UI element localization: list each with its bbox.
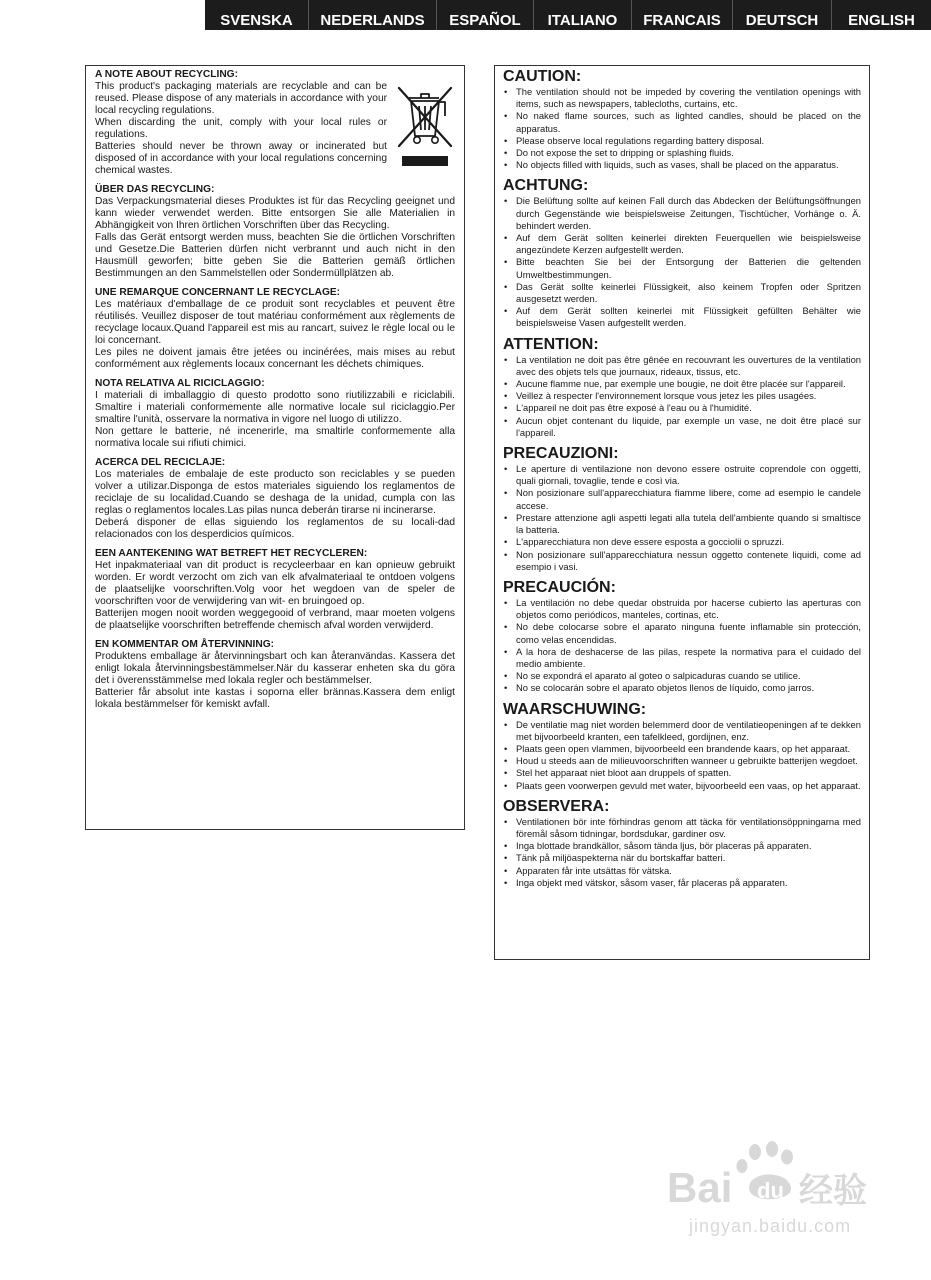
recycling-section-title: UNE REMARQUE CONCERNANT LE RECYCLAGE: bbox=[95, 287, 341, 298]
caution-item-text: Das Gerät sollte keinerlei Flüssigkeit, also keinem Tropfen oder Spritzen ausgesetzt werden. bbox=[516, 280, 861, 305]
recycling-paragraph: Les matériaux d'emballage de ce produit sont recyclables et peuvent être réutilisés. Veuillez disposer de tout matériau conformément aux règlements de recyclage locaux.Quand l'appareil est mis au rancart, suivez le règle local ou le loi concernant. bbox=[95, 299, 455, 346]
bullet-icon: • bbox=[504, 767, 508, 779]
bullet-icon: • bbox=[504, 682, 508, 694]
caution-item bbox=[503, 232, 861, 256]
caution-item-text: La ventilación no debe quedar obstruida por hacerse cubierto las aperturas con objetos como periódicos, manteles, cortinas, etc. bbox=[516, 596, 861, 621]
bullet-icon: • bbox=[504, 378, 508, 390]
caution-item-text: Plaats geen open vlammen, bijvoorbeeld een brandende kaars, op het apparaat. bbox=[516, 742, 851, 754]
caution-notes-box bbox=[494, 65, 870, 960]
lang-tab-espanol[interactable]: ESPAÑOL bbox=[436, 0, 533, 30]
caution-list bbox=[503, 816, 861, 889]
caution-item-text: No objects filled with liquids, such as vases, shall be placed on the apparatus. bbox=[516, 159, 839, 171]
caution-item bbox=[503, 512, 861, 536]
caution-list bbox=[503, 86, 861, 171]
caution-item bbox=[503, 852, 861, 864]
caution-section-title: PRECAUCIÓN: bbox=[503, 578, 616, 596]
bullet-icon: • bbox=[504, 815, 508, 827]
recycling-paragraph: Falls das Gerät entsorgt werden muss, beachten Sie die örtlichen Vorschriften und Gesetze.Die Batterien dürfen nicht verbrannt und auch nicht in den Hausmüll geworfen; bitte geben Sie die Batterien gemäß örtlichen Bestimmungen an den Sammelstellen oder Sondermüllplätzen ab. bbox=[95, 232, 455, 279]
bullet-icon: • bbox=[504, 548, 508, 560]
recycling-section-title: EEN AANTEKENING WAT BETREFT HET RECYCLEREN: bbox=[95, 548, 368, 559]
caution-section-attention bbox=[503, 336, 861, 439]
caution-section-precauzioni bbox=[503, 445, 861, 573]
caution-item bbox=[503, 256, 861, 280]
caution-item bbox=[503, 86, 861, 110]
lang-tab-nederlands[interactable]: NEDERLANDS bbox=[308, 0, 436, 30]
recycling-section bbox=[95, 184, 455, 280]
caution-item bbox=[503, 865, 861, 877]
caution-item bbox=[503, 816, 861, 840]
caution-section-observera bbox=[503, 798, 861, 889]
bullet-icon: • bbox=[504, 402, 508, 414]
caution-item bbox=[503, 743, 861, 755]
caution-list bbox=[503, 354, 861, 439]
caution-item-text: Inga blottade brandkällor, såsom tända ljus, bör placeras på apparaten. bbox=[516, 840, 812, 852]
lang-tab-svenska[interactable]: SVENSKA bbox=[220, 12, 293, 29]
watermark-brand-cjk: 经验 bbox=[799, 1171, 867, 1211]
bullet-icon: • bbox=[504, 147, 508, 159]
watermark-url: jingyan.baidu.com bbox=[689, 1216, 852, 1236]
caution-item bbox=[503, 840, 861, 852]
bullet-icon: • bbox=[504, 596, 508, 608]
recycling-section-title: ÜBER DAS RECYCLING: bbox=[95, 184, 215, 195]
caution-list bbox=[503, 597, 861, 695]
recycling-paragraph: Het inpakmateriaal van dit product is recycleerbaar en kan opnieuw gebruikt worden. Er wordt verzocht om zich van elk afvalmateriaal te ontdoen volgens de plaatselijke voorschriften.Volg voor het wegdoen van de speler de voorschriften voor de verwijdering van wit- en bruingoed op. bbox=[95, 560, 455, 607]
bullet-icon: • bbox=[504, 718, 508, 730]
bullet-icon: • bbox=[504, 755, 508, 767]
bullet-icon: • bbox=[504, 621, 508, 633]
caution-item-text: A la hora de deshacerse de las pilas, respete la normativa para el cuidado del medio ambiente. bbox=[516, 645, 861, 669]
caution-item bbox=[503, 621, 861, 645]
recycling-paragraph: This product's packaging materials are recyclable and can be reused. Please dispose of any materials in accordance with your local recycling regulations. bbox=[95, 81, 387, 116]
bullet-icon: • bbox=[504, 742, 508, 754]
caution-item bbox=[503, 390, 861, 402]
recycling-section-title: A NOTE ABOUT RECYCLING: bbox=[95, 69, 238, 80]
caution-item-text: Stel het apparaat niet bloot aan druppels of spatten. bbox=[516, 767, 732, 779]
caution-item-text: Le aperture di ventilazione non devono essere ostruite coprendole con oggetti, quali giornali, tovaglie, tende e così via. bbox=[516, 463, 861, 487]
recycling-section-title: EN KOMMENTAR OM ÅTERVINNING: bbox=[95, 639, 275, 650]
caution-item bbox=[503, 487, 861, 511]
recycling-paragraph: Batterijen mogen nooit worden weggegooid of verbrand, maar moeten volgens de plaatselijke voorschriften betreffende chemisch afval worden verwijderd. bbox=[95, 608, 455, 631]
crossed-out-wheelie-bin-icon bbox=[395, 72, 455, 168]
caution-item-text: No se colocarán sobre el aparato objetos llenos de líquido, como jarros. bbox=[516, 682, 815, 694]
watermark-brand-du: du bbox=[757, 1178, 784, 1203]
recycling-paragraph: Batterier får absolut inte kastas i soporna eller brännas.Kassera dem enligt lokala bestämmelser för kemiskt avfall. bbox=[95, 687, 455, 710]
caution-item-text: The ventilation should not be impeded by covering the ventilation openings with items, such as newspapers, tablecloths, curtains, etc. bbox=[516, 86, 861, 110]
caution-section-title: OBSERVERA: bbox=[503, 797, 610, 815]
caution-item-text: Bitte beachten Sie bei der Entsorgung der Batterien die geltenden Umweltbestimmungen. bbox=[516, 256, 861, 280]
bullet-icon: • bbox=[504, 511, 508, 523]
recycling-section bbox=[95, 287, 455, 371]
caution-item-text: No naked flame sources, such as lighted candles, should be placed on the apparatus. bbox=[516, 110, 861, 134]
caution-item-text: Ventilationen bör inte förhindras genom att täcka för ventilationsöppningarna med föremål såsom tidningar, bordsdukar, gardiner osv. bbox=[516, 815, 861, 839]
caution-section-title: ACHTUNG: bbox=[503, 177, 589, 195]
bullet-icon: • bbox=[504, 852, 508, 864]
bullet-icon: • bbox=[504, 876, 508, 888]
recycling-paragraph: Non gettare le batterie, né incenerirle, ma smaltirle conformemente alla normativa locale sui rifiuti chimici. bbox=[95, 426, 455, 449]
caution-item-text: Houd u steeds aan de milieuvoorschriften wanneer u gebruikte batterijen wegdoet. bbox=[516, 755, 858, 767]
caution-item-text: No debe colocarse sobre el aparato ninguna fuente inflamable sin protección, como velas encendidas. bbox=[516, 621, 861, 645]
recycling-paragraph: Los materiales de embalaje de este producto son reciclables y se pueden volver a utilizar.Disponga de estos materiales siguiendo los reglamentos de reciclaje de su localidad.Cuando se deshaga de la unidad, cumpla con las reglas o reglamentos locales.Las pilas nunca deberán tirarse ni incinerarse. bbox=[95, 469, 455, 516]
recycling-paragraph: I materiali di imballaggio di questo prodotto sono riutilizzabili e riciclabili. Smaltire i materiali conformemente alle normative locale sul riciclaggio.Per smaltire l'unità, osservare la normativa in vigore nel luogo di utilizzo. bbox=[95, 390, 455, 425]
bullet-icon: • bbox=[504, 414, 508, 426]
caution-item bbox=[503, 305, 861, 329]
recycling-section bbox=[95, 457, 455, 541]
bullet-icon: • bbox=[504, 280, 508, 292]
caution-section-title: PRECAUZIONI: bbox=[503, 445, 619, 463]
caution-item bbox=[503, 536, 861, 548]
caution-item-text: No se expondrá el aparato al goteo o salpicaduras cuando se utilice. bbox=[516, 670, 801, 682]
recycling-paragraph: Das Verpackungsmaterial dieses Produktes ist für das Recycling geeignet und kann wieder verwendet werden. Bitte entsorgen Sie alle Materialien in Abhängigkeit von Ihren örtlichen Vorschriften über das Recycling. bbox=[95, 196, 455, 231]
caution-item bbox=[503, 719, 861, 743]
caution-item-text: L'apparecchiatura non deve essere esposta a gocciolii o spruzzi. bbox=[516, 536, 785, 548]
bullet-icon: • bbox=[504, 645, 508, 657]
caution-item-text: Aucun objet contenant du liquide, par exemple un vase, ne doit être placé sur l'appareil. bbox=[516, 414, 861, 438]
bullet-icon: • bbox=[504, 232, 508, 244]
lang-tab-italiano[interactable]: ITALIANO bbox=[533, 0, 631, 30]
caution-item-text: Prestare attenzione agli aspetti legati alla tutela dell'ambiente quando si smaltisce la batteria. bbox=[516, 511, 861, 536]
caution-list bbox=[503, 719, 861, 792]
bullet-icon: • bbox=[504, 195, 508, 207]
caution-item-text: Aucune flamme nue, par exemple une bougie, ne doit être placée sur l'appareil. bbox=[516, 378, 846, 390]
caution-item-text: Plaats geen voorwerpen gevuld met water, bijvoorbeeld een vaas, op het apparaat. bbox=[516, 779, 861, 791]
lang-tab-francais[interactable]: FRANCAIS bbox=[631, 0, 732, 30]
caution-item-text: La ventilation ne doit pas être gênée en recouvrant les ouvertures de la ventilation avec des objets tels que journaux, rideaux, tissus, etc. bbox=[516, 353, 861, 377]
caution-item bbox=[503, 877, 861, 889]
bullet-icon: • bbox=[504, 353, 508, 365]
caution-item bbox=[503, 147, 861, 159]
caution-notes-content bbox=[503, 68, 861, 889]
caution-item bbox=[503, 195, 861, 232]
caution-list bbox=[503, 195, 861, 329]
caution-item bbox=[503, 135, 861, 147]
recycling-notes-box bbox=[85, 65, 465, 830]
caution-section-precaucion bbox=[503, 579, 861, 695]
caution-item bbox=[503, 549, 861, 573]
caution-item bbox=[503, 159, 861, 171]
caution-item bbox=[503, 767, 861, 779]
caution-item-text: Non posizionare sull'apparecchiatura nessun oggetto contenete liquidi, come ad esempio i vasi. bbox=[516, 548, 861, 572]
recycling-paragraph: Les piles ne doivent jamais être jetées ou incinérées, mais mises au rebut conformément aux règlements locaux concernant les déchets chimiques. bbox=[95, 347, 455, 370]
caution-item bbox=[503, 463, 861, 487]
language-tab-bar bbox=[205, 0, 931, 30]
caution-item bbox=[503, 354, 861, 378]
recycling-section-title: NOTA RELATIVA AL RICICLAGGIO: bbox=[95, 378, 265, 389]
caution-list bbox=[503, 463, 861, 573]
caution-section-achtung bbox=[503, 177, 861, 329]
recycling-section-title: ACERCA DEL RECICLAJE: bbox=[95, 457, 226, 468]
caution-item bbox=[503, 670, 861, 682]
caution-section-caution bbox=[503, 68, 861, 171]
caution-item-text: Tänk på miljöaspekterna när du bortskaffar batteri. bbox=[516, 852, 726, 864]
caution-item bbox=[503, 415, 861, 439]
caution-item bbox=[503, 402, 861, 414]
bullet-icon: • bbox=[504, 159, 508, 171]
caution-item-text: Die Belüftung sollte auf keinen Fall durch das Abdecken der Belüftungsöffnungen durch Gegenstände wie beispielsweise Zeitungen, Tischtücher, Vorhänge o. Ä. behindert werden. bbox=[516, 195, 861, 231]
bullet-icon: • bbox=[504, 256, 508, 268]
bullet-icon: • bbox=[504, 390, 508, 402]
caution-section-title: WAARSCHUWING: bbox=[503, 700, 647, 718]
lang-tab-deutsch[interactable]: DEUTSCH bbox=[732, 0, 831, 30]
caution-item bbox=[503, 682, 861, 694]
bullet-icon: • bbox=[504, 864, 508, 876]
watermark-brand-bai: Bai bbox=[667, 1164, 733, 1211]
caution-item-text: L'appareil ne doit pas être exposé à l'eau ou à l'humidité. bbox=[516, 402, 752, 414]
caution-item-text: Veillez à respecter l'environnement lorsque vous jetez les piles usagées. bbox=[516, 390, 817, 402]
caution-item bbox=[503, 110, 861, 134]
caution-item bbox=[503, 281, 861, 305]
caution-item bbox=[503, 378, 861, 390]
recycling-section bbox=[95, 378, 455, 450]
recycling-paragraph: Deberá disponer de ellas siguiendo los reglamentos de su locali-dad relacionados con los desperdicios químicos. bbox=[95, 517, 455, 540]
caution-section-title: ATTENTION: bbox=[503, 335, 599, 353]
caution-item-text: Inga objekt med vätskor, såsom vaser, får placeras på apparaten. bbox=[516, 876, 788, 888]
bullet-icon: • bbox=[504, 463, 508, 475]
caution-item-text: Do not expose the set to dripping or splashing fluids. bbox=[516, 147, 734, 159]
caution-item-text: Please observe local regulations regarding battery disposal. bbox=[516, 134, 765, 146]
recycling-paragraph: Batteries should never be thrown away or incinerated but disposed of in accordance with your local regulations concerning chemical wastes. bbox=[95, 141, 387, 176]
bullet-icon: • bbox=[504, 134, 508, 146]
recycling-section bbox=[95, 548, 455, 632]
caution-item bbox=[503, 780, 861, 792]
caution-section-title: CAUTION: bbox=[503, 68, 582, 85]
bullet-icon: • bbox=[504, 487, 508, 499]
caution-item-text: Auf dem Gerät sollten keinerlei mit Flüssigkeit gefüllten Behälter wie beispielsweise Vasen aufgestellt werden. bbox=[516, 305, 861, 329]
bullet-icon: • bbox=[504, 670, 508, 682]
recycling-paragraph: When discarding the unit, comply with your local rules or regulations. bbox=[95, 117, 387, 140]
bullet-icon: • bbox=[504, 779, 508, 791]
bullet-icon: • bbox=[504, 110, 508, 122]
baidu-jingyan-watermark bbox=[665, 1140, 880, 1240]
caution-section-waarschuwing bbox=[503, 701, 861, 792]
recycling-paragraph: Produktens emballage är återvinningsbart och kan återanvändas. Kassera det enligt lokala återvinningsbestämmelser.När du kasserar enheten ska du göra det i överensstämmelse med lokala regler och bestämmelser. bbox=[95, 651, 455, 686]
caution-item-text: Apparaten får inte utsättas för vätska. bbox=[516, 864, 672, 876]
caution-item bbox=[503, 646, 861, 670]
caution-item-text: Non posizionare sull'apparecchiatura fiamme libere, come ad esempio le candele accese. bbox=[516, 487, 861, 511]
bullet-icon: • bbox=[504, 86, 508, 97]
caution-item-text: De ventilatie mag niet worden belemmerd door de ventilatieopeningen af te dekken met bijvoorbeeld kranten, een tafelkleed, gordijnen, enz. bbox=[516, 718, 861, 742]
bullet-icon: • bbox=[504, 305, 508, 317]
caution-item-text: Auf dem Gerät sollten keinerlei direkten Feuerquellen wie beispielsweise angezündete Kerzen aufgestellt werden. bbox=[516, 232, 861, 256]
bullet-icon: • bbox=[504, 840, 508, 852]
recycling-section bbox=[95, 639, 455, 711]
bullet-icon: • bbox=[504, 536, 508, 548]
caution-item bbox=[503, 755, 861, 767]
lang-tab-english[interactable]: ENGLISH bbox=[831, 0, 931, 30]
caution-item bbox=[503, 597, 861, 621]
